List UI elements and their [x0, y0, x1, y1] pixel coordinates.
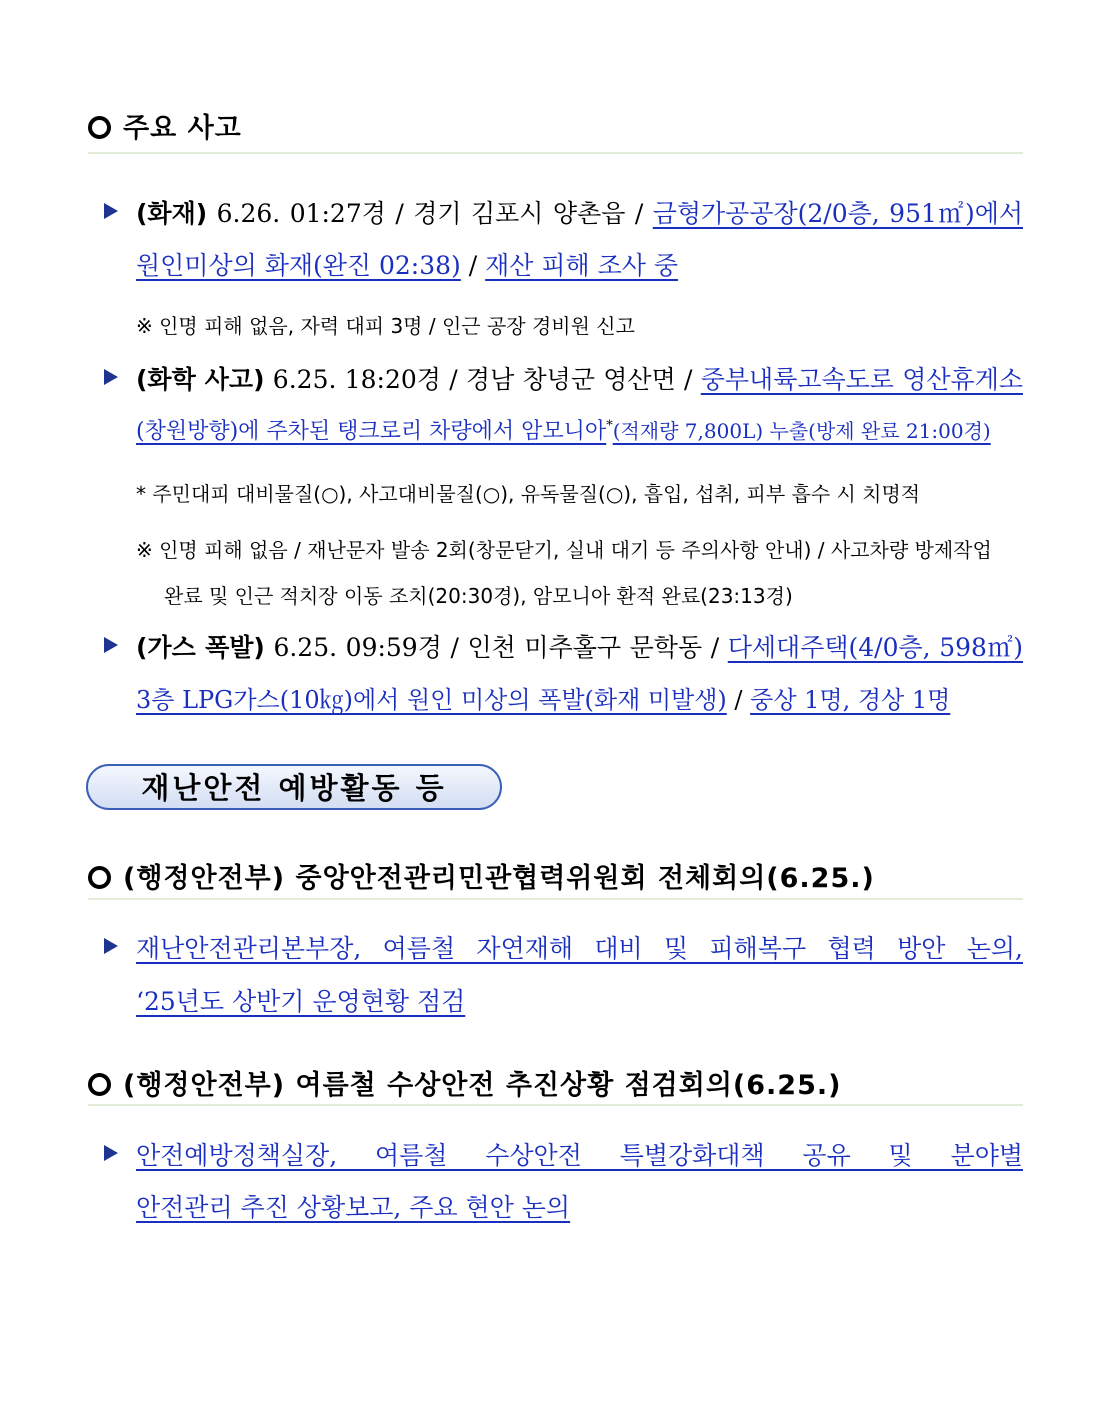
accident-chemical-note-1: * 주민대피 대비물질(○), 사고대비물질(○), 유독물질(○), 흡입, 섭취, 피부 흡수 시 치명적: [136, 482, 921, 506]
accident-gas-line-2: 3층 LPG가스(10㎏)에서 원인 미상의 폭발(화재 미발생) / 중상 1명, 경상 1명: [136, 686, 951, 714]
triangle-bullet-icon: [104, 938, 118, 954]
triangle-bullet-icon: [104, 637, 118, 653]
accident-chemical-link-2[interactable]: (창원방향)에 주차된 탱크로리 차량에서 암모니아: [136, 419, 607, 444]
accident-fire-link-1[interactable]: 금형가공공장(2/0층, 951㎡)에서: [652, 199, 1023, 228]
meeting-1-link-1[interactable]: 재난안전관리본부장, 여름철 자연재해 대비 및 피해복구 협력 방안 논의,: [136, 934, 1023, 963]
accident-gas-link-2[interactable]: 3층 LPG가스(10㎏)에서 원인 미상의 폭발(화재 미발생): [136, 686, 727, 714]
triangle-bullet-icon: [104, 1145, 118, 1161]
accident-chemical-line-2: (창원방향)에 주차된 탱크로리 차량에서 암모니아*(적재량 7,800L) 누출(방제 완료 21:00경): [136, 418, 991, 444]
meeting-2-link-2[interactable]: 안전관리 추진 상황보고, 주요 현안 논의: [136, 1193, 571, 1222]
meeting-1-line-2: [136, 982, 1023, 1018]
accident-fire-line-2: 원인미상의 화재(완진 02:38) / 재산 피해 조사 중: [136, 251, 679, 280]
section-banner: 재난안전 예방활동 등: [86, 764, 502, 810]
triangle-bullet-icon: [104, 203, 118, 219]
meeting-2-line-2: [136, 1188, 1023, 1224]
accident-chemical-link-3[interactable]: (적재량 7,800L) 누출(방제 완료 21:00경): [612, 419, 991, 443]
accident-gas-link-3[interactable]: 중상 1명, 경상 1명: [750, 686, 951, 714]
accident-chemical-note-3: 완료 및 인근 적치장 이동 조치(20:30경), 암모니아 환적 완료(23:13경): [164, 584, 793, 608]
accident-fire-line-1: (화재) 6.26. 01:27경 / 경기 김포시 양촌읍 / 금형가공공장(2/0층, 951㎡)에서: [136, 199, 1023, 228]
divider: [88, 898, 1023, 900]
triangle-bullet-icon: [104, 369, 118, 385]
section-heading-meeting-2: (행정안전부) 여름철 수상안전 추진상황 점검회의(6.25.): [88, 1063, 1023, 1102]
meeting-2-link-1[interactable]: 안전예방정책실장, 여름철 수상안전 특별강화대책 공유 및 분야별: [136, 1141, 1023, 1170]
hollow-circle-icon: [88, 1073, 111, 1096]
hollow-circle-icon: [88, 866, 111, 889]
accident-chemical-line-1: (화학 사고) 6.25. 18:20경 / 경남 창녕군 영산면 / 중부내륙고속도로 영산휴게소: [136, 365, 1023, 394]
meeting-1-line-1: [136, 929, 1023, 965]
accident-gas-link-1[interactable]: 다세대주택(4/0층, 598㎡): [727, 633, 1023, 662]
accident-gas-line-1: (가스 폭발) 6.25. 09:59경 / 인천 미추홀구 문학동 / 다세대주택(4/0층, 598㎡): [136, 633, 1023, 662]
meeting-2-line-1: [136, 1136, 1023, 1172]
accident-fire-link-2[interactable]: 원인미상의 화재(완진 02:38): [136, 251, 461, 280]
meeting-1-link-2[interactable]: ‘25년도 상반기 운영현황 점검: [136, 987, 466, 1016]
divider: [88, 1104, 1023, 1106]
hollow-circle-icon: [88, 116, 111, 139]
accident-chemical-note-2: ※ 인명 피해 없음 / 재난문자 발송 2회(창문닫기, 실내 대기 등 주의사항 안내) / 사고차량 방제작업: [136, 538, 992, 562]
divider: [88, 152, 1023, 154]
section-heading-meeting-1: (행정안전부) 중앙안전관리민관협력위원회 전체회의(6.25.): [88, 856, 1023, 895]
section-heading-major-accidents: 주요 사고: [88, 106, 1023, 145]
accident-chemical-link-1[interactable]: 중부내륙고속도로 영산휴게소: [700, 365, 1023, 394]
accident-fire-link-3[interactable]: 재산 피해 조사 중: [485, 251, 679, 280]
accident-fire-note: ※ 인명 피해 없음, 자력 대피 3명 / 인근 공장 경비원 신고: [136, 314, 635, 338]
